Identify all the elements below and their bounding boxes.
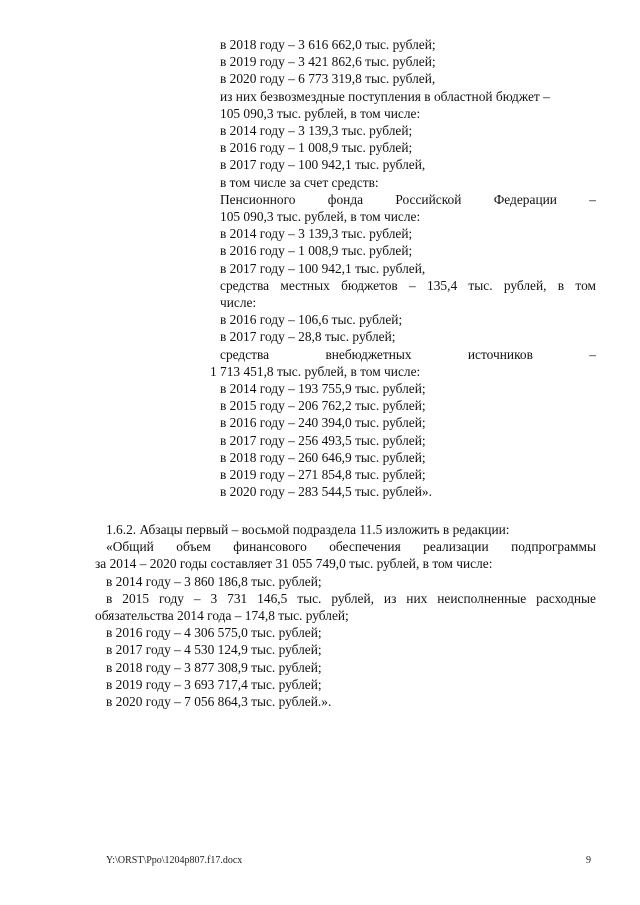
upper-text-block: [210, 36, 596, 500]
text-line: в 2014 году – 193 755,9 тыс. рублей;: [220, 381, 426, 397]
text-line: в 2020 году – 6 773 319,8 тыс. рублей,: [220, 71, 436, 87]
text-line: в 2017 году – 100 942,1 тыс. рублей,: [220, 157, 426, 173]
text-line: в 2018 году – 260 646,9 тыс. рублей;: [220, 449, 426, 465]
text-line: в том числе за счет средств:: [220, 174, 379, 190]
text-line: в 2020 году – 7 056 864,3 тыс. рублей.».: [106, 694, 332, 710]
word: средства: [220, 346, 270, 362]
text-line: в 2014 году – 3 860 186,8 тыс. рублей;: [106, 573, 322, 589]
page-number: 9: [586, 855, 591, 866]
text-line: обязательства 2014 года – 174,8 тыс. рублей;: [95, 608, 349, 624]
text-line: в 2020 году – 283 544,5 тыс. рублей».: [220, 484, 432, 500]
text-line: в 2015 году – 206 762,2 тыс. рублей;: [220, 398, 426, 414]
text-line: в 2019 году – 3 693 717,4 тыс. рублей;: [106, 676, 322, 692]
text-line: в 2019 году – 3 421 862,6 тыс. рублей;: [220, 54, 436, 70]
word: Федерации: [493, 191, 557, 207]
text-line: в 2014 году – 3 139,3 тыс. рублей;: [220, 123, 413, 139]
text-line: в 2017 году – 28,8 тыс. рублей;: [220, 329, 396, 345]
text-line: в 2016 году – 1 008,9 тыс. рублей;: [220, 243, 413, 259]
text-line: из них безвозмездные поступления в областной бюджет –: [220, 88, 550, 104]
word: источников: [467, 346, 533, 362]
text-line: 105 090,3 тыс. рублей, в том числе:: [220, 209, 421, 225]
text-line: 1 713 451,8 тыс. рублей, в том числе:: [210, 363, 421, 379]
word: –: [589, 346, 596, 362]
section-heading: 1.6.2. Абзацы первый – восьмой подраздела 11.5 изложить в редакции:: [106, 522, 510, 537]
word: Пенсионного: [220, 191, 296, 207]
text-line: в 2017 году – 4 530 124,9 тыс. рублей;: [106, 642, 322, 658]
text-line: в 2019 году – 271 854,8 тыс. рублей;: [220, 467, 426, 483]
word: внебюджетных: [325, 346, 412, 362]
text-line: в 2016 году – 4 306 575,0 тыс. рублей;: [106, 625, 322, 641]
lower-text-block: [95, 521, 596, 710]
text-line: в 2018 году – 3 616 662,0 тыс. рублей;: [220, 37, 436, 52]
text-line: в 2016 году – 240 394,0 тыс. рублей;: [220, 415, 426, 431]
text-line: в 2017 году – 256 493,5 тыс. рублей;: [220, 432, 426, 448]
text-line: числе:: [220, 295, 257, 311]
word: фонда: [327, 191, 364, 207]
justified-text-line: средства местных бюджетов – 135,4 тыс. рублей, в том: [220, 277, 596, 293]
word: –: [589, 191, 596, 207]
text-line: в 2016 году – 1 008,9 тыс. рублей;: [220, 140, 413, 156]
text-line: в 2017 году – 100 942,1 тыс. рублей,: [220, 260, 426, 276]
text-line: в 2016 году – 106,6 тыс. рублей;: [220, 312, 403, 328]
justified-text-line: «Общий объем финансового обеспечения реализации подпрограммы: [106, 539, 596, 555]
text-line: за 2014 – 2020 годы составляет 31 055 749,0 тыс. рублей, в том числе:: [95, 556, 493, 572]
text-line: 105 090,3 тыс. рублей, в том числе:: [220, 105, 421, 121]
justified-text-line: в 2015 году – 3 731 146,5 тыс. рублей, из них неисполненные расходные: [106, 590, 596, 606]
footer-file-path: Y:\ORST\Ppo\1204p807.f17.docx: [106, 855, 243, 866]
word: Российской: [395, 191, 462, 207]
justified-text-line: [220, 191, 596, 208]
justified-text-line: [220, 346, 596, 363]
text-line: в 2014 году – 3 139,3 тыс. рублей;: [220, 226, 413, 242]
text-line: в 2018 году – 3 877 308,9 тыс. рублей;: [106, 659, 322, 675]
